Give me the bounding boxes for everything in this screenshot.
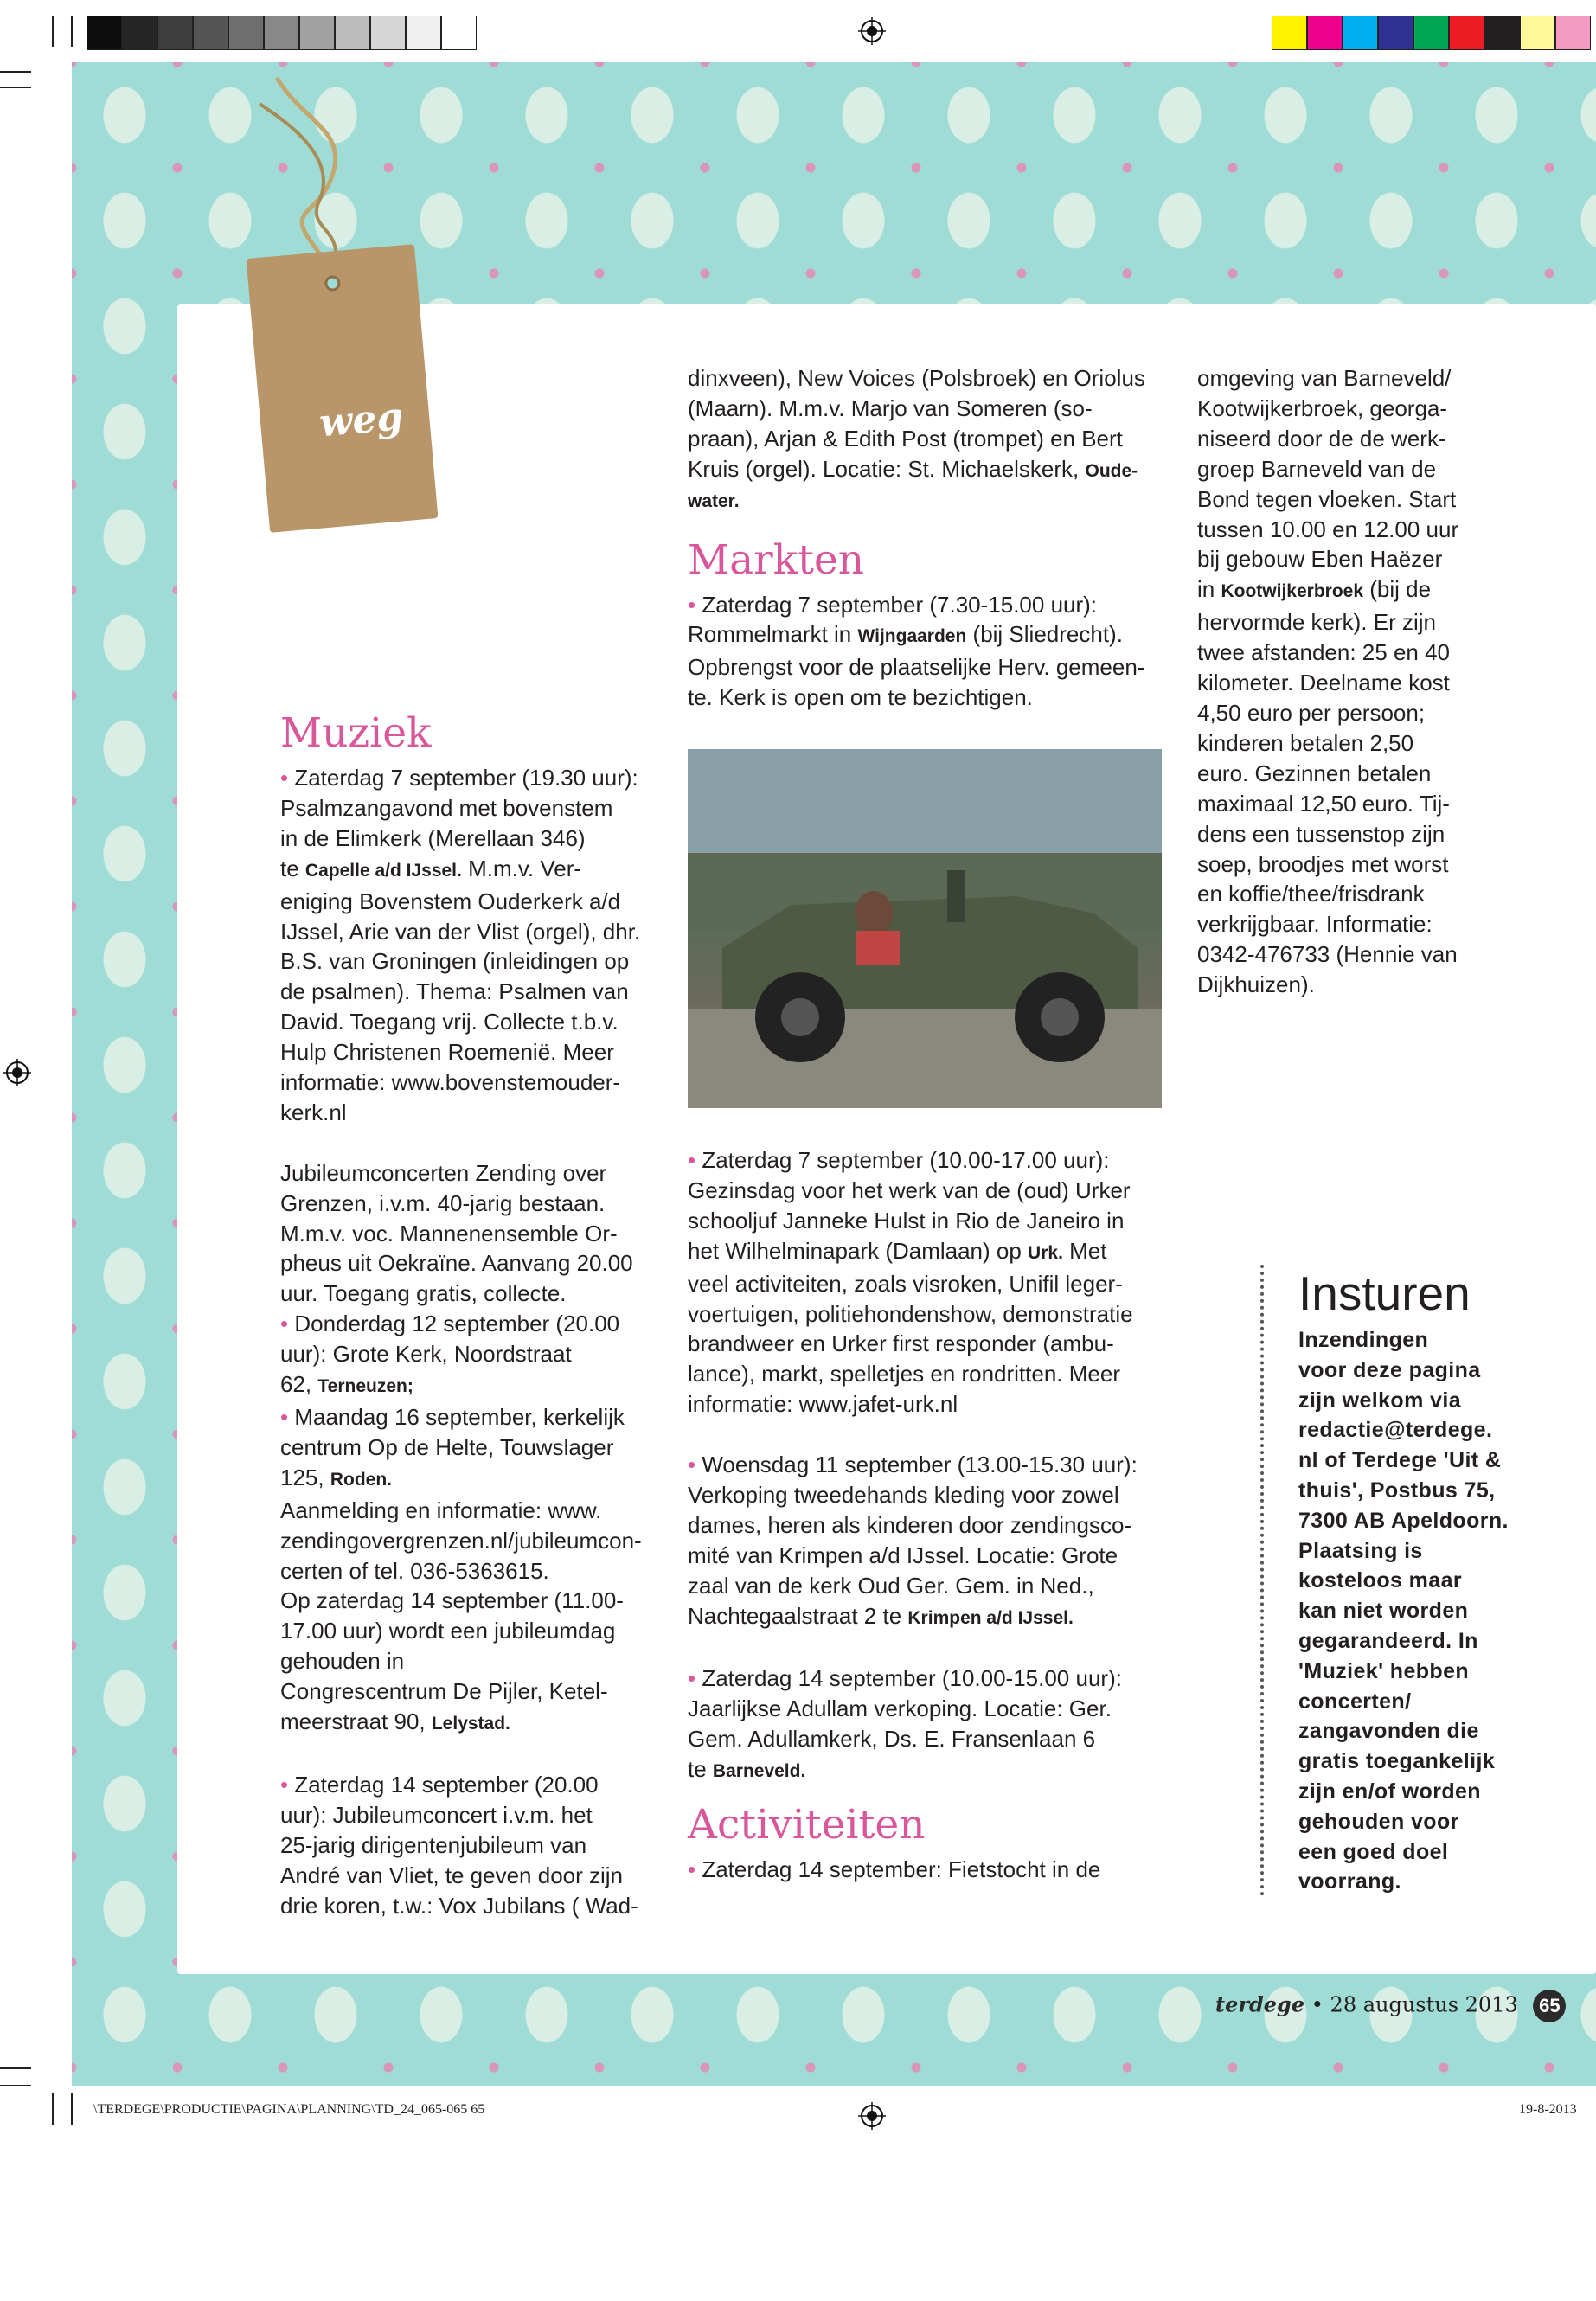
photo-army-jeep	[688, 749, 1162, 1108]
crop-mark	[52, 2093, 54, 2125]
submissions-line: Inzendingen	[1298, 1328, 1429, 1352]
submissions-line: Plaatsing is	[1298, 1538, 1423, 1563]
color-swatch	[157, 16, 193, 50]
page-footer: terdege • 28 augustus 2013 65	[1215, 1990, 1566, 2022]
place-name: Lelystad.	[431, 1714, 510, 1734]
color-swatch	[370, 16, 406, 50]
submissions-box	[1260, 1265, 1546, 1896]
place-name: Wijngaarden	[857, 626, 967, 647]
place-name: Urk.	[1028, 1242, 1063, 1263]
place-name: water.	[688, 490, 740, 511]
submissions-line: gegarandeerd. In	[1298, 1628, 1478, 1653]
submissions-line: gehouden voor	[1298, 1809, 1459, 1834]
submissions-line: voorrang.	[1298, 1869, 1401, 1894]
submissions-line: 7300 AB Apeldoorn.	[1298, 1508, 1509, 1533]
color-swatch	[441, 16, 477, 50]
submissions-line: kosteloos maar	[1298, 1568, 1463, 1593]
place-name: Oude-	[1085, 460, 1138, 481]
color-swatch	[1555, 16, 1591, 50]
jeep-photo-illustration	[688, 749, 1162, 1108]
crop-mark	[52, 16, 54, 47]
color-swatch	[1449, 16, 1484, 50]
crop-mark	[0, 71, 31, 73]
submissions-text	[1298, 1325, 1546, 1897]
column-music: Muziek • Zaterdag 7 september (19.30 uur): Psalmzangavond met bovenstem in de Elimkerk (Merellaan 346) te Capelle a/d IJssel. M.m.v. Ver- eniging Bovenstem Ouderkerk a/d IJssel, Arie van der Vlist (orgel), dhr. B.S. van Groningen (inleidingen op de psalmen). Thema: Psalmen van David. Toegang vrij. Collecte t.b.v. Hulp Christenen Roemenië. Meer informatie: www.bovenstemouder- kerk.nl Jubileumconcerten Zending over Grenzen, i.v.m. 40-jarig bestaan. M.m.v. voc. Mannenensemble Or- pheus uit Oekraïne. Aanvang 20.00 uur. Toegang gratis, collecte. • Donderdag 12 september (20.00 uur): Grote Kerk, Noordstraat 62, Terneuzen; • Maandag 16 september, kerkelijk centrum Op de Helte, Touwslager 125, Roden. Aanmelding en informatie: www. zendingovergrenzen.nl/jubileumcon- certen of tel. 036-5363615. Op zaterdag 14 september (11.00- 17.00 uur) wordt een jubileumdag gehouden in Congrescentrum De Pijler, Ketel- meerstraat 90, Lelystad. • Zaterdag 14 september (20.00 uur): Jubileumconcert i.v.m. het 25-jarig dirigentenjubileum van André van Vliet, te geven door zijn drie koren, t.w.: Vox Jubilans ( Wad-	[280, 692, 661, 1920]
submissions-line: kan niet worden	[1298, 1599, 1469, 1624]
brand-logo: terdege	[1215, 1991, 1305, 2017]
slug-date: 19-8-2013	[1519, 2102, 1577, 2117]
slug-path: \TERDEGE\PRODUCTIE\PAGINA\PLANNING\TD_24_065-065 65	[93, 2102, 485, 2117]
registration-mark-icon	[858, 2102, 886, 2130]
submissions-line: thuis', Postbus 75,	[1298, 1477, 1496, 1503]
color-swatch	[406, 16, 441, 50]
page-number: 65	[1533, 1990, 1566, 2022]
issue-date: 28 augustus 2013	[1330, 1992, 1518, 2017]
color-swatch	[1343, 16, 1378, 50]
color-swatch	[122, 16, 157, 50]
color-swatch	[1413, 16, 1449, 50]
color-swatch	[1484, 16, 1520, 50]
registration-mark-icon	[858, 17, 886, 45]
color-swatch	[299, 16, 335, 50]
color-swatch	[1272, 16, 1307, 50]
section-heading-markten: Markten	[688, 535, 865, 584]
color-swatch	[1378, 16, 1413, 50]
place-name: Kootwijkerbroek	[1221, 581, 1364, 602]
submissions-title: Insturen	[1298, 1266, 1471, 1320]
submissions-line: concerten/	[1298, 1689, 1412, 1714]
place-name: Roden.	[330, 1469, 392, 1490]
crop-mark	[0, 87, 31, 88]
place-name: Krimpen a/d IJssel.	[907, 1607, 1074, 1628]
submissions-line: nl of Terdege 'Uit &	[1298, 1448, 1502, 1473]
color-swatch	[87, 16, 122, 50]
gift-tag	[247, 244, 439, 533]
registration-mark-icon	[3, 1059, 31, 1086]
column-markets-continued: • Zaterdag 7 september (10.00-17.00 uur): Gezinsdag voor het werk van de (oud) Urker schooljuf Janneke Hulst in Rio de Janeiro in het Wilhelminapark (Damlaan) op Urk. Met veel activiteiten, zoals visroken, Unifil leger- voertuigen, politiehondenshow, demonstratie brandweer en Urker first responder (ambu- lance), markt, spelletjes en rondritten. Meer informatie: www.jafet-urk.nl • Woensdag 11 september (13.00-15.30 uur): Verkoping tweedehands kleding voor zowel dames, heren als kinderen door zendingsco- mité van Krimpen a/d IJssel. Locatie: Grote zaal van de kerk Oud Ger. Gem. in Ned., Nachtegaalstraat 2 te Krimpen a/d IJssel. • Zaterdag 14 september (10.00-15.00 uur): Jaarlijkse Adullam verkoping. Locatie: Ger. Gem. Adullamkerk, Ds. E. Fransenlaan 6 te Barneveld. Activiteiten • Zaterdag 14 september: Fietstocht in de	[688, 1145, 1172, 1885]
color-swatch	[335, 16, 370, 50]
crop-mark	[0, 2067, 31, 2069]
submissions-line: gratis toegankelijk	[1298, 1749, 1496, 1774]
section-heading-muziek: Muziek	[280, 709, 432, 757]
place-name: Barneveld.	[712, 1761, 806, 1782]
color-swatch	[193, 16, 228, 50]
crop-mark	[0, 2085, 31, 2086]
color-swatch	[264, 16, 299, 50]
color-swatch	[228, 16, 264, 50]
crop-mark	[71, 16, 73, 47]
submissions-line: redactie@terdege.	[1298, 1418, 1493, 1443]
submissions-line: 'Muziek' hebben	[1298, 1658, 1470, 1683]
submissions-line: zangavonden die	[1298, 1719, 1479, 1744]
color-swatch	[1520, 16, 1555, 50]
column-markets: dinxveen), New Voices (Polsbroek) en Oriolus (Maarn). M.m.v. Marjo van Someren (so- praan), Arjan & Edith Post (trompet) en Bert Kruis (orgel). Locatie: St. Michaelskerk, Oude- water. Markten • Zaterdag 7 september (7.30-15.00 uur): Rommelmarkt in Wijngaarden (bij Sliedrecht). Opbrengst voor de plaatselijke Herv. gemeen- te. Kerk is open om te bezichtigen.	[688, 363, 1172, 713]
place-name: Terneuzen;	[317, 1376, 413, 1397]
tag-label: weg	[317, 394, 405, 446]
submissions-line: zijn en/of worden	[1298, 1779, 1481, 1804]
section-heading-activiteiten: Activiteiten	[688, 1801, 926, 1849]
crop-mark	[71, 2093, 73, 2125]
submissions-line: een goed doel	[1298, 1839, 1449, 1864]
tag-hole	[324, 275, 342, 292]
submissions-line: voor deze pagina	[1298, 1357, 1481, 1382]
submissions-line: zijn welkom via	[1298, 1388, 1462, 1413]
column-activities-continued: omgeving van Barneveld/ Kootwijkerbroek, georga- niseerd door de de werk- groep Barneveld van de Bond tegen vloeken. Start tussen 10.00 en 12.00 uur bij gebouw Eben Haëzer in Kootwijkerbroek (bij de hervormde kerk). Er zijn twee afstanden: 25 en 40 kilometer. Deelname kost 4,50 euro per persoon; kinderen betalen 2,50 euro. Gezinnen betalen maximaal 12,50 euro. Tij- dens een tussenstop zijn soep, broodjes met worst en koffie/thee/frisdrank verkrijgbaar. Informatie: 0342-476733 (Hennie van Dijkhuizen).	[1197, 365, 1459, 998]
place-name: Capelle a/d IJssel.	[304, 860, 462, 881]
color-swatch	[1307, 16, 1343, 50]
